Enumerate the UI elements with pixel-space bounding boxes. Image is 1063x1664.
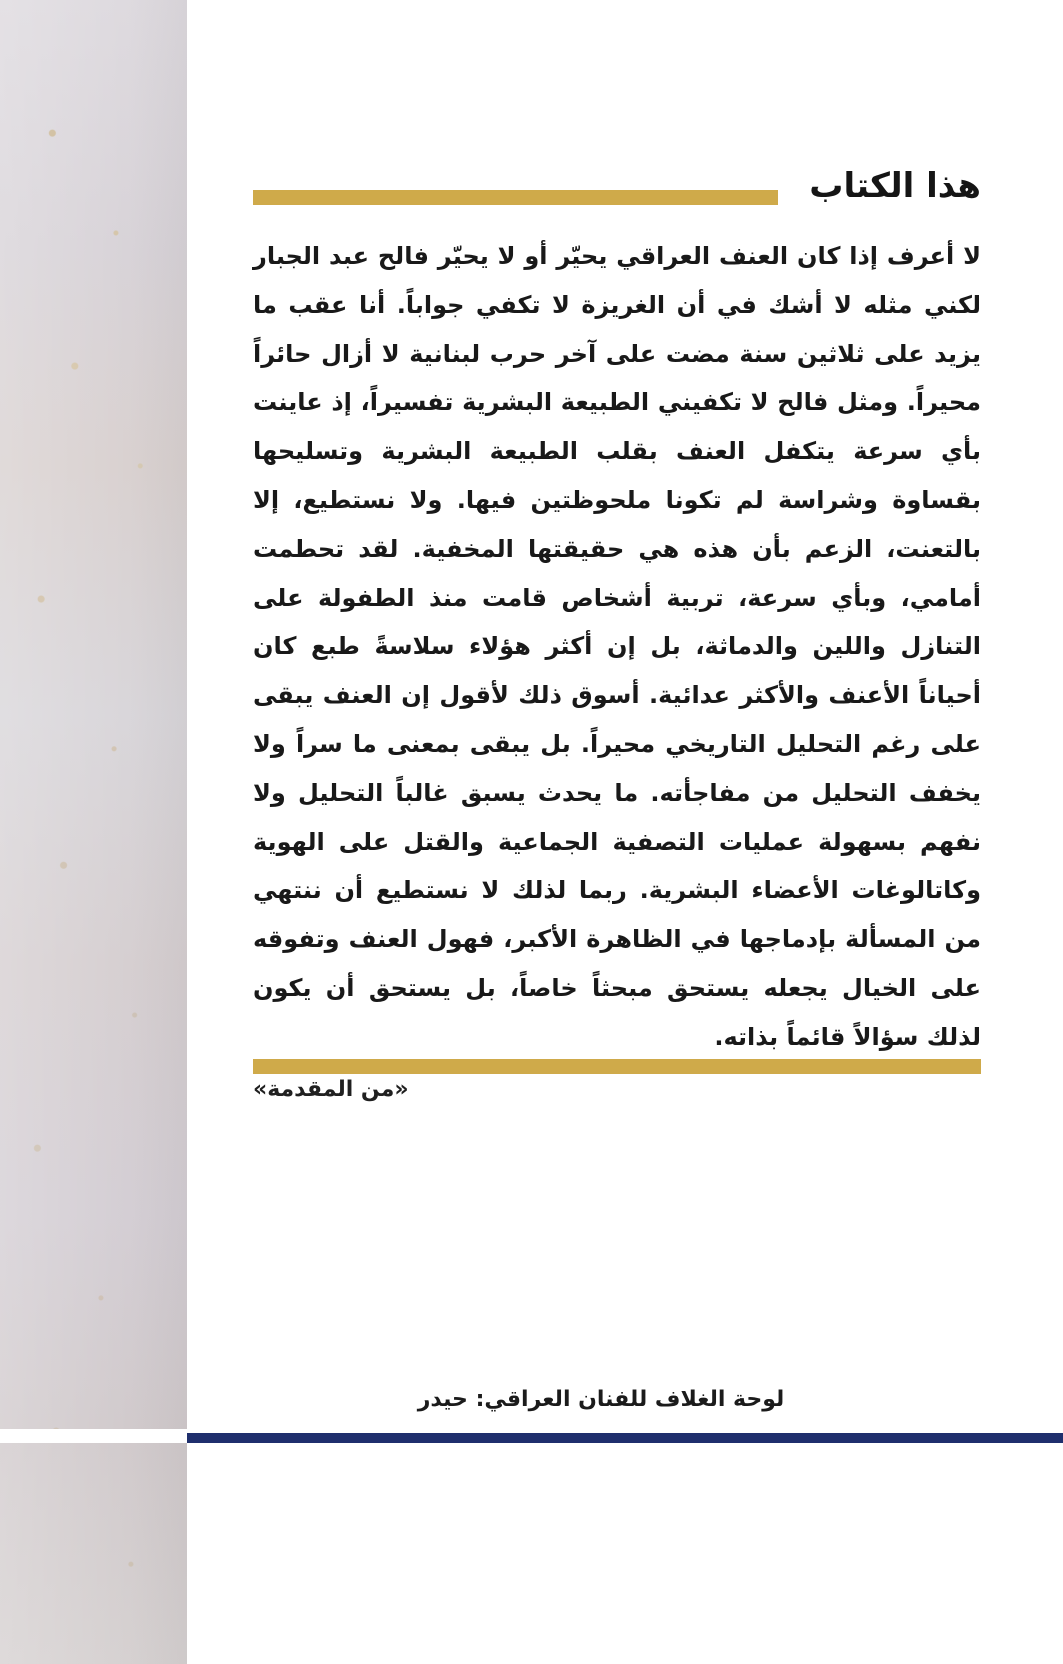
blurb-text: لا أعرف إذا كان العنف العراقي يحيّر أو لا يحيّر فالح عبد الجبار لكني مثله لا أشك في أن الغريزة لا تكفي جواباً. أنا عقب ما يزيد على ثلاثين سنة مضت على آخر حرب لبنانية لا أزال حائراً محيراً. ومثل فالح لا تكفيني الطبيعة البشرية تفسيراً، إذ عاينت بأي سرعة يتكفل العنف بقلب الطبيعة البشرية وتسليحها بقساوة وشراسة لم تكونا ملحوظتين فيها. ولا نستطيع، إلا بالتعنت، الزعم بأن هذه هي حقيقتها المخفية. لقد تحطمت أمامي، وبأي سرعة، تربية أشخاص قامت منذ الطفولة على التنازل واللين والدماثة، بل إن أكثر هؤلاء سلاسةً طبع كان أحياناً الأعنف والأكثر عدائية. أسوق ذلك لأقول إن العنف يبقى على رغم التحليل التاريخي محيراً. بل يبقى بمعنى ما سراً ولا يخفف التحليل من مفاجأته. ما يحدث يسبق غالباً التحليل ولا نفهم بسهولة عمليات التصفية الجماعية والقتل على الهوية وكاتالوغات الأعضاء البشرية. ربما لذلك لا نستطيع أن ننتهي من المسألة بإدماجها في الظاهرة الأكبر، فهول العنف وتفوقه على الخيال يجعله يستحق مبحثاً خاصاً، بل يستحق أن يكون لذلك سؤالاً قائماً بذاته.: [253, 242, 981, 1051]
page-title: هذا الكتاب: [809, 166, 981, 206]
title-rule: [253, 190, 778, 205]
source-note: «من المقدمة»: [253, 1076, 409, 1102]
blue-rule: [187, 1433, 1063, 1443]
bottom-rule: [253, 1059, 981, 1074]
texture-strip: [0, 0, 187, 1664]
book-blurb: [253, 166, 981, 1106]
title-row: [253, 166, 981, 218]
cover-credit: لوحة الغلاف للفنان العراقي: حيدر: [417, 1387, 785, 1412]
left-white-rule: [0, 1429, 187, 1443]
